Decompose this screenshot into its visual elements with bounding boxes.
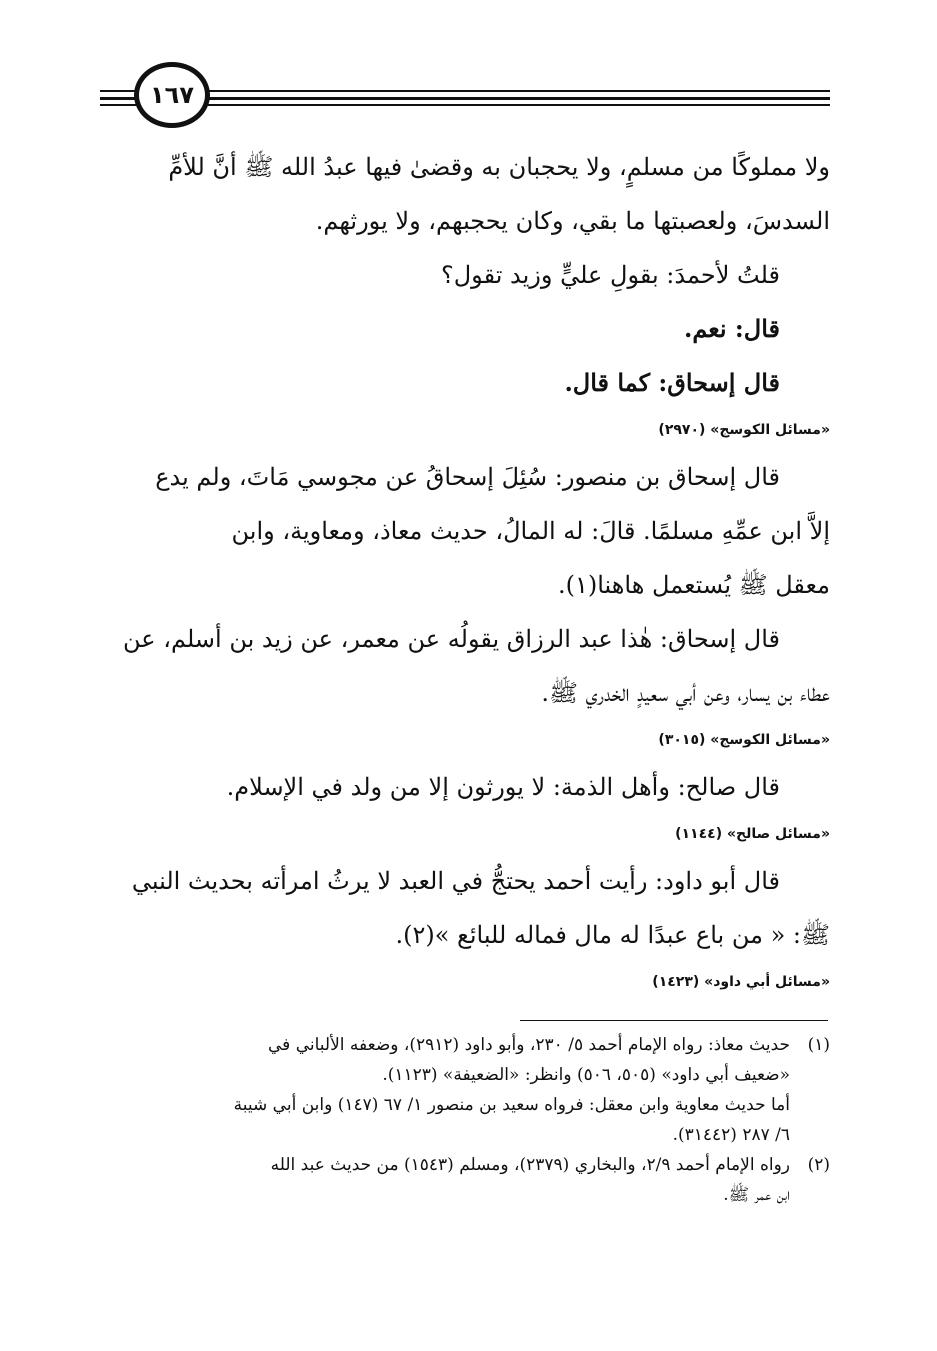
body-line: قال: نعم.: [683, 314, 780, 343]
page-number: ١٦٧: [150, 81, 194, 109]
footnote-text: «ضعيف أبي داود» (٥٠٥، ٥٠٦) وانظر: «الضعيفة» (١١٢٣).: [382, 1065, 790, 1085]
footnote-separator: [520, 1020, 828, 1021]
body-line: معقل ﷺ يُستعمل هاهنا(١).: [557, 571, 830, 599]
body-line: ولا مملوكًا من مسلمٍ، ولا يحجبان به وقضىٰ فيها عبدُ الله ﷺ أنَّ للأمِّ: [168, 153, 830, 181]
body-line: قال أبو داود: رأيت أحمد يحتجُّ في العبد لا يرثُ امرأته بحديث النبي: [131, 867, 780, 895]
footnote-2: [100, 1150, 830, 1180]
body-line: السدسَ، ولعصبتها ما بقي، وكان يحجبهم، ولا يورثهم.: [315, 207, 830, 235]
body-line: قال إسحاق: هٰذا عبد الرزاق يقولُه عن معمر، عن زيد بن أسلم، عن: [123, 625, 780, 653]
footnotes: [100, 1030, 830, 1210]
footnote-number: (٢): [807, 1155, 830, 1175]
page-header: [100, 62, 830, 132]
footnote-text: ٦/ ٢٨٧ (٣١٤٤٢).: [672, 1125, 790, 1145]
body-line: قال صالح: وأهل الذمة: لا يورثون إلا من ولد في الإسلام.: [226, 773, 780, 801]
footnote-text: أما حديث معاوية وابن معقل: فرواه سعيد بن منصور ١/ ٦٧ (١٤٧) وابن أبي شيبة: [233, 1095, 790, 1115]
body-line: ﷺ: « من باع عبدًا له مال فماله للبائع »(٢).: [395, 921, 830, 949]
footnote-text: رواه الإمام أحمد ٢/٩، والبخاري (٢٣٧٩)، ومسلم (١٥٤٣) من حديث عبد الله: [270, 1155, 790, 1175]
body-line: قال إسحاق بن منصور: سُئِلَ إسحاقُ عن مجوسي مَاتَ، ولم يدع: [155, 463, 780, 491]
source-citation: «مسائل صالح» (١١٤٤): [675, 826, 830, 842]
footnote-number: (١): [807, 1035, 830, 1055]
header-rule-bottom: [100, 104, 830, 106]
body-line: قال إسحاق: كما قال.: [564, 368, 780, 397]
footnote-1: [100, 1030, 830, 1060]
main-text: [100, 140, 830, 1002]
footnote-text: حديث معاذ: رواه الإمام أحمد ٥/ ٢٣٠، وأبو داود (٢٩١٢)، وضعفه الألباني في: [268, 1035, 790, 1055]
source-citation: «مسائل الكوسج» (٢٩٧٠): [658, 422, 830, 438]
body-line: إلاَّ ابن عمِّهِ مسلمًا. قالَ: له المالُ، حديث معاذ، ومعاوية، وابن: [231, 517, 830, 545]
source-citation: «مسائل الكوسج» (٣٠١٥): [658, 732, 830, 748]
footnote-text: ابن عمر ﷺ.: [723, 1185, 790, 1205]
page-number-badge: [134, 62, 210, 128]
body-line: عطاء بن يسار، وعن أبي سعيدٍ الخدري ﷺ.: [541, 679, 830, 707]
body-line: قلتُ لأحمدَ: بقولِ عليٍّ وزيد تقول؟: [441, 261, 780, 289]
source-citation: «مسائل أبي داود» (١٤٢٣): [652, 974, 830, 990]
